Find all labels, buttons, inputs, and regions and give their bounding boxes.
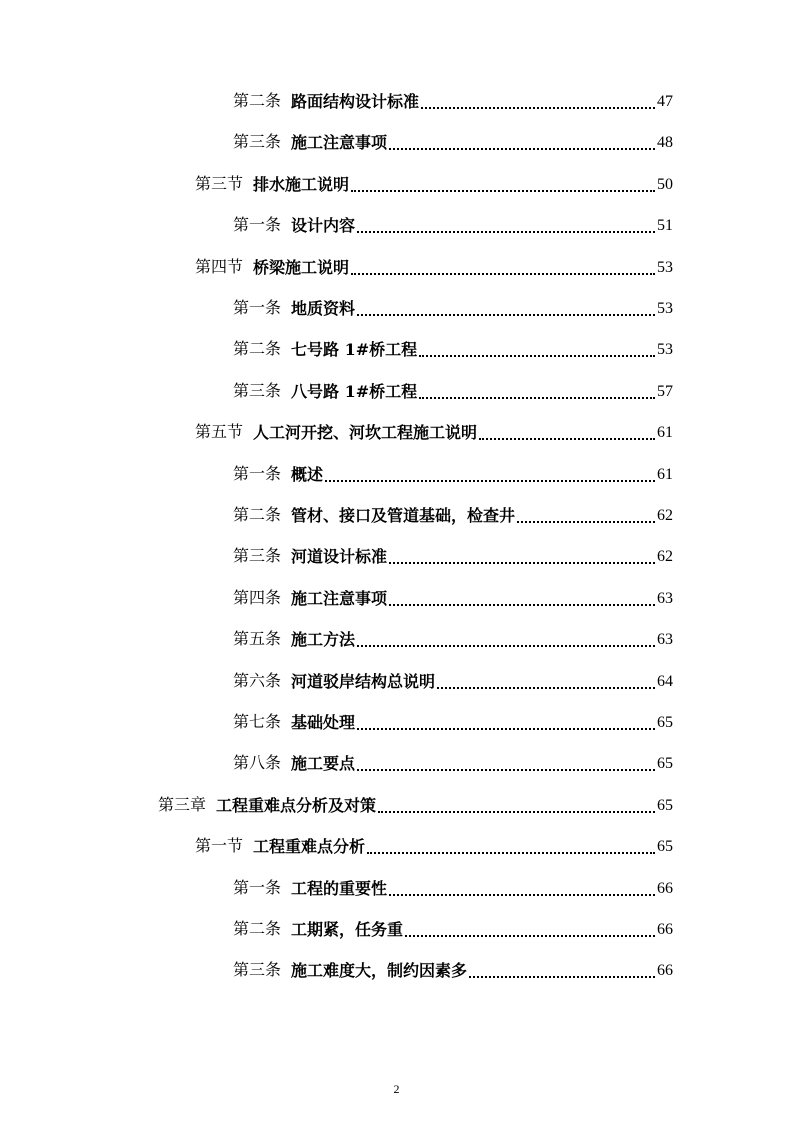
toc-dot-leader — [357, 231, 655, 233]
toc-entry-title: 设计内容 — [291, 216, 356, 236]
toc-dot-leader — [389, 562, 655, 564]
toc-entry-number: 第三条 — [233, 548, 282, 566]
toc-entry[interactable] — [195, 255, 673, 281]
toc-entry-title: 施工注意事项 — [291, 133, 388, 153]
toc-entry-title: 施工要点 — [291, 754, 356, 774]
toc-dot-leader — [389, 894, 655, 896]
toc-entry-number: 第一条 — [233, 300, 282, 317]
toc-entry-number: 第七条 — [233, 714, 282, 731]
toc-dot-leader — [357, 769, 655, 771]
toc-entry-number: 第三条 — [233, 382, 282, 400]
toc-dot-leader — [367, 852, 655, 854]
toc-dot-leader — [357, 728, 655, 730]
toc-dot-leader — [419, 397, 655, 399]
toc-entry-number: 第四节 — [195, 258, 244, 276]
toc-entry[interactable] — [233, 958, 673, 984]
toc-entry[interactable] — [233, 296, 673, 322]
toc-entry[interactable] — [233, 710, 673, 736]
toc-entry-number: 第一节 — [195, 838, 244, 856]
toc-entry[interactable] — [233, 462, 673, 488]
toc-entry-number: 第八条 — [233, 755, 282, 773]
toc-dot-leader — [357, 645, 655, 647]
toc-entry[interactable] — [233, 544, 673, 570]
toc-entry-number: 第五节 — [195, 424, 244, 442]
toc-dot-leader — [378, 811, 655, 813]
toc-entry-title: 管材、接口及管道基础，检查井 — [291, 506, 516, 525]
toc-entry-number: 第二条 — [233, 507, 282, 524]
toc-entry-page: 65 — [657, 838, 673, 856]
toc-entry[interactable] — [195, 834, 673, 860]
toc-entry-page: 62 — [657, 548, 673, 566]
toc-entry-page: 57 — [657, 382, 673, 400]
toc-entry-page: 53 — [657, 341, 673, 359]
toc-entry-page: 63 — [657, 631, 673, 649]
toc-entry-page: 61 — [657, 465, 673, 483]
toc-entry-title: 工期紧，任务重 — [291, 920, 404, 939]
toc-entry-page: 66 — [657, 879, 673, 897]
toc-entry-number: 第一条 — [233, 879, 282, 897]
toc-entry[interactable] — [233, 379, 673, 405]
toc-dot-leader — [469, 976, 655, 978]
toc-entry-page: 64 — [657, 672, 673, 690]
toc-entry-page: 47 — [657, 93, 673, 110]
toc-entry-page: 53 — [657, 258, 673, 276]
toc-entry-title: 河道驳岸结构总说明 — [291, 671, 436, 691]
toc-entry[interactable] — [233, 876, 673, 902]
toc-dot-leader — [389, 148, 655, 150]
toc-dot-leader — [419, 355, 655, 357]
toc-entry-title: 基础处理 — [291, 713, 356, 732]
toc-entry-title: 八号路 1#桥工程 — [291, 381, 418, 401]
toc-entry-number: 第三章 — [158, 796, 207, 814]
toc-entry[interactable] — [233, 337, 673, 363]
toc-dot-leader — [389, 604, 655, 606]
toc-entry[interactable] — [233, 669, 673, 695]
toc-entry[interactable] — [233, 751, 673, 777]
toc-entry-page: 51 — [657, 217, 673, 235]
toc-entry-page: 63 — [657, 589, 673, 607]
toc-entry[interactable] — [158, 793, 673, 819]
toc-entry-title: 施工注意事项 — [291, 588, 388, 608]
toc-entry-number: 第三条 — [233, 962, 282, 980]
toc-entry-number: 第二条 — [233, 341, 282, 359]
toc-entry[interactable] — [233, 586, 673, 612]
toc-entry-title: 人工河开挖、河坎工程施工说明 — [253, 423, 478, 443]
toc-entry[interactable] — [233, 213, 673, 239]
toc-entry-title: 排水施工说明 — [253, 174, 350, 194]
toc-entry[interactable] — [233, 917, 673, 943]
toc-dot-leader — [357, 314, 655, 316]
toc-entry-title: 河道设计标准 — [291, 547, 388, 567]
toc-entry-title: 七号路 1#桥工程 — [291, 340, 418, 360]
toc-dot-leader — [325, 480, 655, 482]
toc-dot-leader — [405, 935, 655, 937]
toc-dot-leader — [421, 107, 655, 109]
toc-entry-title: 施工方法 — [291, 630, 356, 650]
toc-entry-title: 工程重难点分析 — [253, 837, 366, 857]
toc-dot-leader — [517, 521, 655, 523]
toc-entry-number: 第四条 — [233, 589, 282, 607]
toc-entry-page: 48 — [657, 134, 673, 152]
toc-entry-number: 第六条 — [233, 672, 282, 690]
toc-entry-number: 第五条 — [233, 631, 282, 649]
toc-entry-page: 65 — [657, 755, 673, 773]
toc-entry[interactable] — [233, 89, 673, 115]
toc-entry[interactable] — [195, 172, 673, 198]
toc-entry-number: 第二条 — [233, 921, 282, 938]
toc-entry-title: 概述 — [291, 464, 324, 484]
toc-entry-title: 桥梁施工说明 — [253, 257, 350, 277]
toc-entry-title: 地质资料 — [291, 299, 356, 318]
toc-entry-page: 61 — [657, 424, 673, 442]
toc-dot-leader — [351, 190, 655, 192]
toc-entry-page: 66 — [657, 962, 673, 980]
toc-entry-number: 第一条 — [233, 217, 282, 235]
toc-entry-page: 50 — [657, 175, 673, 193]
toc-dot-leader — [351, 273, 655, 275]
toc-entry-title: 工程重难点分析及对策 — [216, 795, 377, 815]
toc-entry-page: 62 — [657, 507, 673, 524]
toc-dot-leader — [479, 438, 655, 440]
toc-entry-page: 65 — [657, 796, 673, 814]
toc-entry[interactable] — [233, 627, 673, 653]
toc-entry-page: 65 — [657, 714, 673, 731]
toc-entry-number: 第三节 — [195, 175, 244, 193]
toc-entry-number: 第三条 — [233, 134, 282, 152]
toc-entry[interactable] — [195, 420, 673, 446]
toc-entry-number: 第一条 — [233, 465, 282, 483]
toc-entry-page: 53 — [657, 300, 673, 317]
toc-entry-number: 第二条 — [233, 93, 282, 110]
toc-entry[interactable] — [233, 503, 673, 529]
toc-entry-title: 施工难度大，制约因素多 — [291, 961, 468, 981]
toc-entry-page: 66 — [657, 921, 673, 938]
toc-entry[interactable] — [233, 130, 673, 156]
toc-dot-leader — [437, 687, 655, 689]
page-number: 2 — [393, 1082, 400, 1096]
toc-entry-title: 路面结构设计标准 — [291, 92, 420, 111]
toc-entry-title: 工程的重要性 — [291, 878, 388, 898]
